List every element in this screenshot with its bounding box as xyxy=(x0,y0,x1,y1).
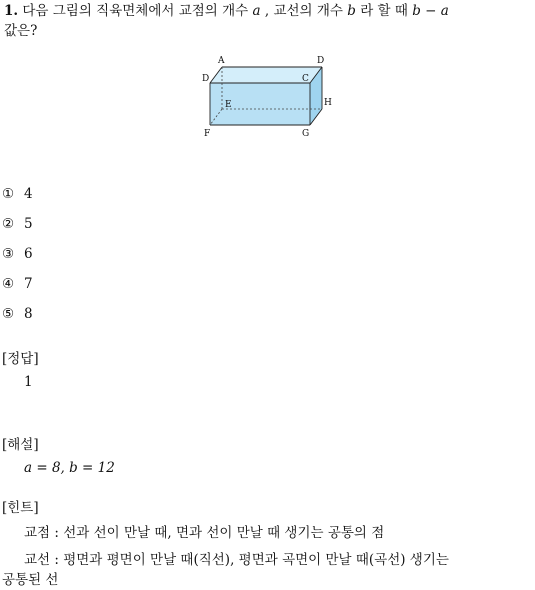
var-b: b xyxy=(347,3,356,19)
hint-line-3: 공통된 선 xyxy=(2,572,59,588)
choice-4[interactable] xyxy=(2,275,33,293)
choice-mark: ③ xyxy=(2,246,15,262)
hint-line-2: 교선 : 평면과 평면이 만날 때(직선), 평면과 곡면이 만날 때(곡선) 생기는 xyxy=(24,552,449,568)
question-line-2: 값은? xyxy=(4,23,38,39)
answer-heading: [정답] xyxy=(2,351,39,367)
label-C-top: C xyxy=(302,74,309,84)
choice-value: 7 xyxy=(24,276,33,292)
question-line-1 xyxy=(4,1,449,21)
cuboid-figure xyxy=(196,52,346,144)
hint-heading: [힌트] xyxy=(2,500,39,516)
question-text-1: 다음 그림의 직육면체에서 교점의 개수 xyxy=(22,3,253,19)
label-D-top: D xyxy=(317,56,325,66)
hint-line-1: 교점 : 선과 선이 만날 때, 면과 선이 만날 때 생기는 공통의 점 xyxy=(24,525,385,541)
label-E: E xyxy=(225,100,232,110)
choice-mark: ② xyxy=(2,216,15,232)
solution-heading: [해설] xyxy=(2,437,39,453)
var-a: a xyxy=(252,3,261,19)
label-G: G xyxy=(302,129,310,139)
choice-value: 8 xyxy=(24,306,33,322)
choice-mark: ④ xyxy=(2,276,15,292)
label-F: F xyxy=(204,129,211,139)
choice-mark: ① xyxy=(2,186,15,202)
question-text-2: , 교선의 개수 xyxy=(260,3,348,19)
choice-mark: ⑤ xyxy=(2,306,15,322)
label-A: A xyxy=(218,56,225,66)
answer-value: 1 xyxy=(24,374,33,390)
label-H: H xyxy=(324,98,332,108)
expression: b − a xyxy=(412,3,449,19)
label-D-left: D xyxy=(202,74,210,84)
choice-2[interactable] xyxy=(2,215,33,233)
question-text-3: 라 할 때 xyxy=(355,3,413,19)
question-number: 1. xyxy=(4,3,19,19)
choice-value: 5 xyxy=(24,216,33,232)
solution-text: a = 8, b = 12 xyxy=(24,460,115,476)
choice-value: 4 xyxy=(24,186,33,202)
choice-value: 6 xyxy=(24,246,33,262)
choice-3[interactable] xyxy=(2,245,33,263)
choice-5[interactable] xyxy=(2,305,33,323)
choice-1[interactable] xyxy=(2,185,33,203)
